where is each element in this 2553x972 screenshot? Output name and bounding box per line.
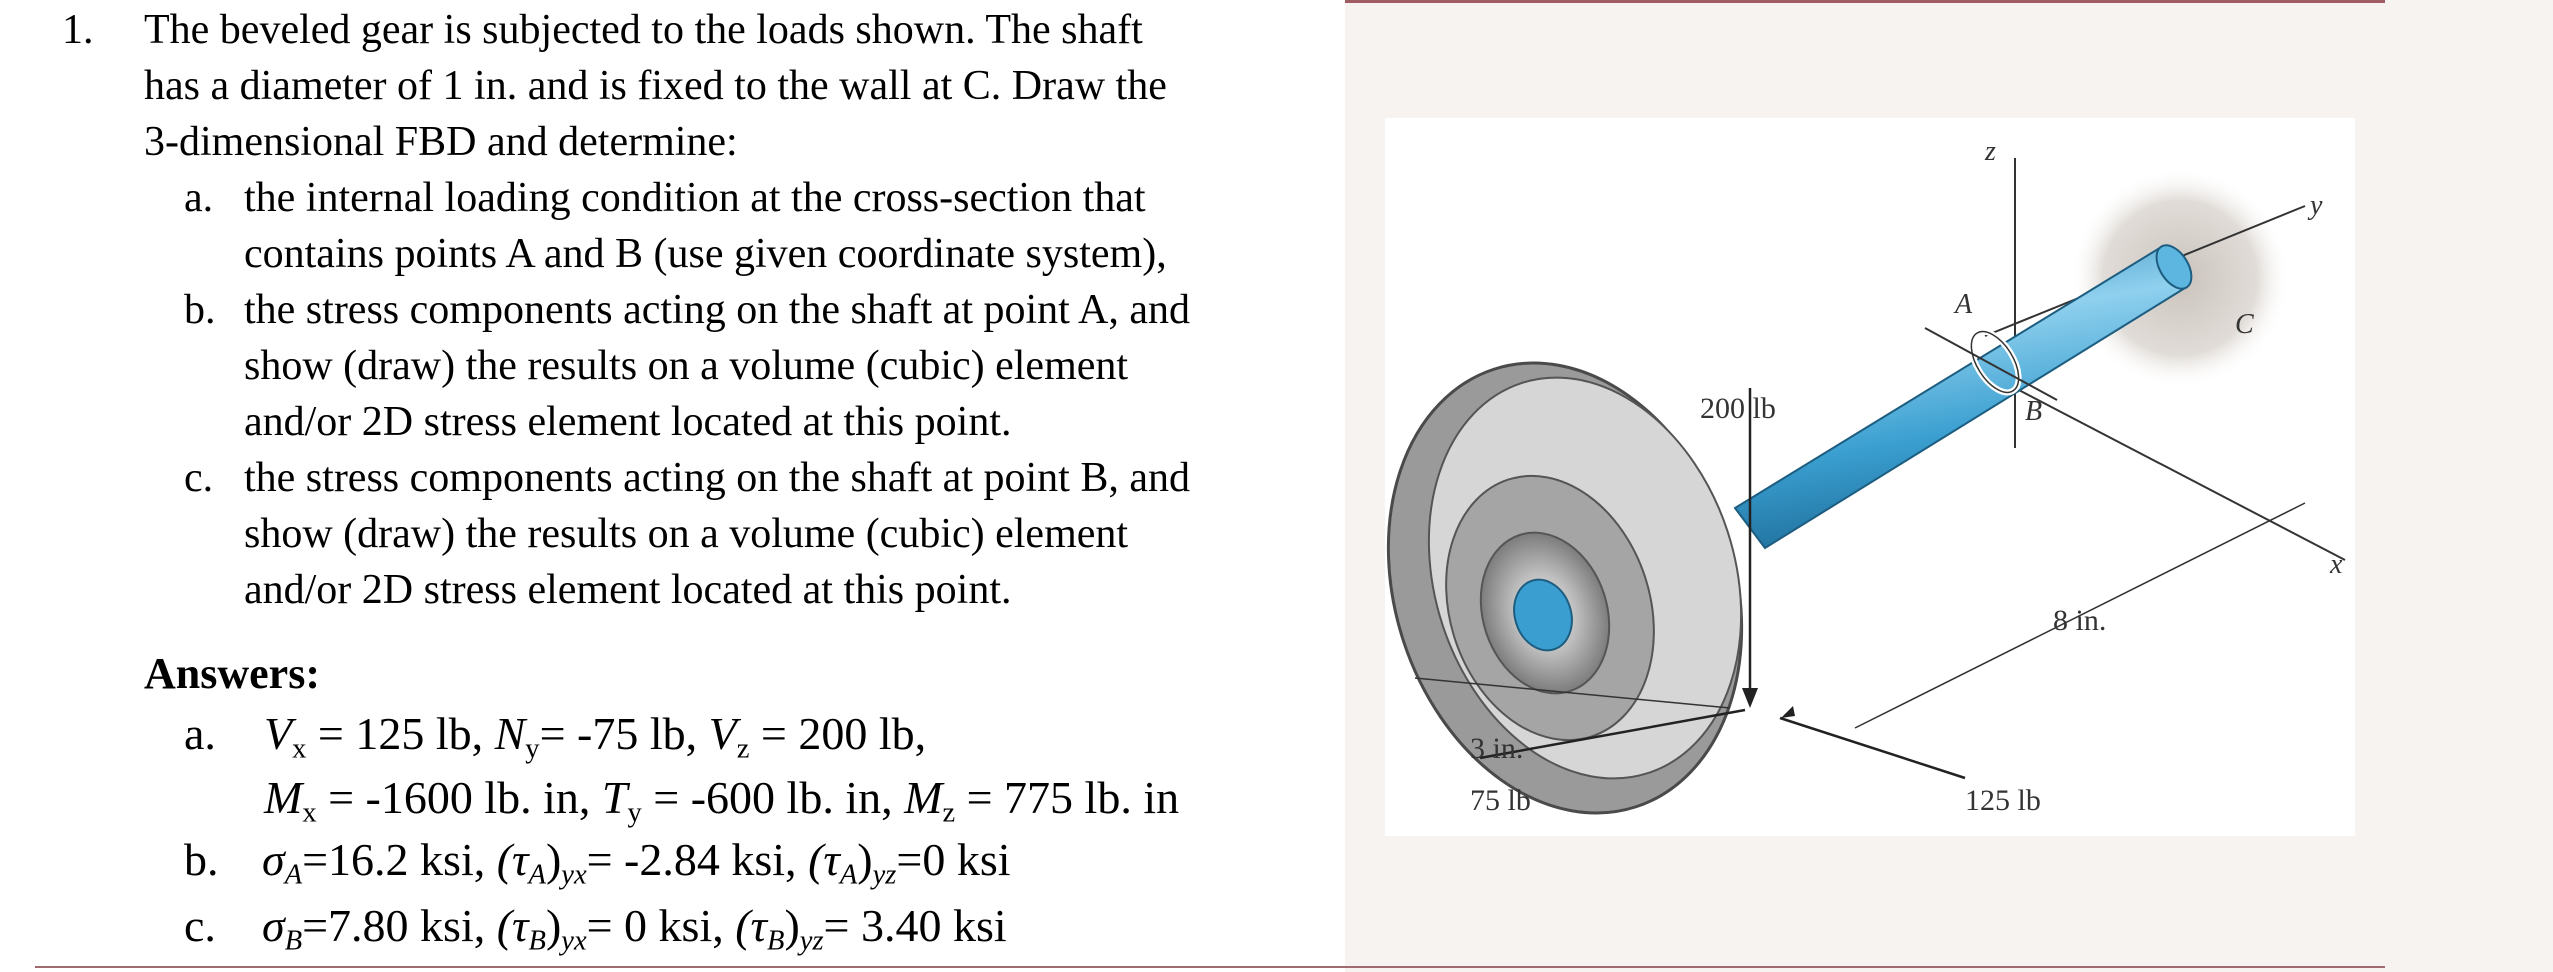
part-c-line-3: and/or 2D stress element located at this point. [244,567,1012,613]
part-c-line-2: show (draw) the results on a volume (cubic) element [244,511,1129,557]
load-125-label: 125 lb [1965,784,2041,817]
answer-c-line: $\sigma_B=7.80$ ksi, $(\tau_B)_{yx}= 0$ ksi, $(\tau_B)_{yz}= 3.40$ ksi [262,900,1007,957]
dim-3in-label: 3 in. [1470,732,1524,765]
answer-b-line: $\sigma_A=16.2$ ksi, $(\tau_A)_{yx}= -2.84$ ksi, $(\tau_A)_{yz}=0$ ksi [262,834,1011,891]
answer-a-line-2: $M_x = -1600$ lb. in, $T_y = -600$ lb. in, $M_z = 775$ lb. in [264,772,1180,829]
answer-b-letter: b. [184,834,219,885]
z-axis-label: z [1985,136,1996,167]
bottom-rule [35,966,2385,968]
answer-c-letter: c. [184,900,216,951]
y-axis-label: y [2310,190,2323,221]
part-c-letter: c. [184,455,214,501]
load-125-arrowhead [1781,706,1795,718]
gear-shaft-diagram [1385,118,2355,836]
intro-line-1: The beveled gear is subjected to the loads shown. The shaft [144,7,1143,53]
part-a-letter: a. [184,175,214,221]
label-B: B [2025,396,2043,427]
load-75-label: 75 lb [1470,784,1531,817]
label-C: C [2235,309,2254,340]
load-125-arrow [1780,718,1965,778]
part-a-line-1: the internal loading condition at the cross-section that [244,175,1146,221]
part-a-line-2: contains points A and B (use given coordinate system), [244,231,1167,277]
answer-a-line-1: $V_x = 125$ lb, $N_y= -75$ lb, $V_z = 200$ lb, [264,708,927,765]
intro-line-3: 3-dimensional FBD and determine: [144,119,738,165]
load-200-label: 200 lb [1700,392,1776,425]
label-A: A [1955,289,1973,320]
x-axis-label: x [2330,549,2343,580]
gear-shaft-figure [1385,118,2355,836]
dim-8in-label: 8 in. [2053,604,2107,637]
answer-a-letter: a. [184,708,216,759]
x-axis-line [2015,388,2345,560]
part-b-letter: b. [184,287,216,333]
answers-heading: Answers: [144,649,320,698]
intro-line-2: has a diameter of 1 in. and is fixed to the wall at C. Draw the [144,63,1167,109]
part-c-line-1: the stress components acting on the shaft at point B, and [244,455,1190,501]
part-b-line-2: show (draw) the results on a volume (cubic) element [244,343,1129,389]
problem-number: 1. [62,7,94,53]
part-b-line-1: the stress components acting on the shaft at point A, and [244,287,1190,333]
part-b-line-3: and/or 2D stress element located at this point. [244,399,1012,445]
load-200-arrowhead [1742,688,1758,708]
